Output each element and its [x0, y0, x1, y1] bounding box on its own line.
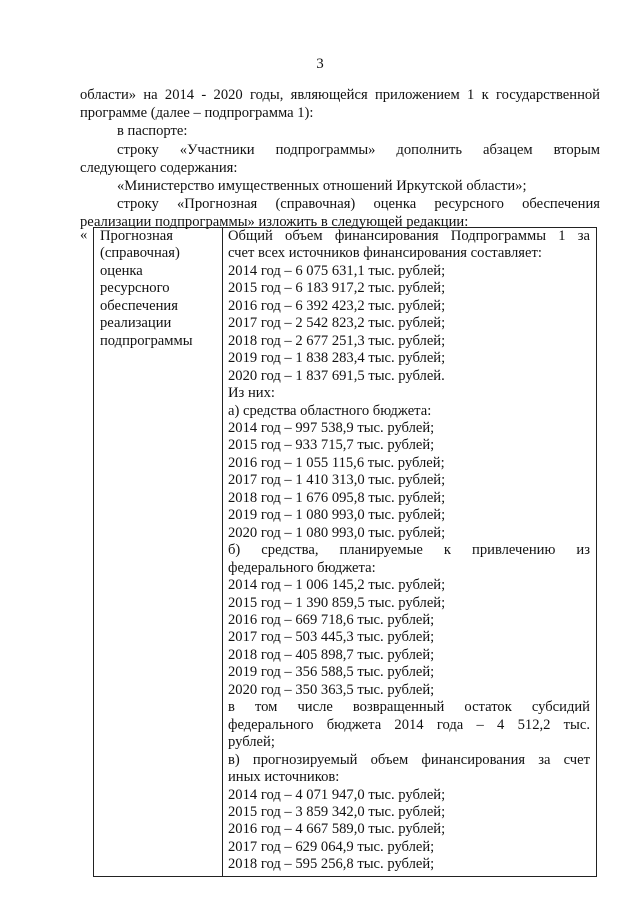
intro-line: следующего содержания:: [80, 159, 238, 176]
total-year-line: 2019 год – 1 838 283,4 тыс. рублей;: [228, 350, 446, 367]
total-year-line: 2018 год – 2 677 251,3 тыс. рублей;: [228, 332, 446, 349]
row-title-line: (справочная): [100, 245, 180, 262]
returned-subsidy-text: в том числе возвращенный остаток субсидий: [228, 699, 590, 716]
returned-subsidy-text: федерального бюджета 2014 года – 4 512,2 тыс.: [228, 716, 590, 733]
intro-text: [80, 86, 600, 232]
regional-budget-heading: а) средства областного бюджета:: [228, 402, 432, 419]
other-year-line: 2018 год – 595 256,8 тыс. рублей;: [228, 856, 435, 873]
other-year-line: 2014 год – 4 071 947,0 тыс. рублей;: [228, 786, 446, 803]
row-title-line: ресурсного: [100, 280, 170, 297]
total-year-line: 2016 год – 6 392 423,2 тыс. рублей;: [228, 297, 446, 314]
federal-year-line: 2019 год – 356 588,5 тыс. рублей;: [228, 664, 435, 681]
row-title-line: оценка: [100, 262, 143, 279]
of-them-label: Из них:: [228, 385, 275, 402]
intro-line: реализации подпрограммы» изложить в следующей редакции:: [80, 214, 469, 231]
federal-budget-heading: федерального бюджета:: [228, 559, 376, 576]
intro-line: «Министерство имущественных отношений Иркутской области»;: [117, 178, 527, 195]
other-sources-heading: в) прогнозируемый объем финансирования за счет: [228, 751, 590, 768]
other-year-line: 2015 год – 3 859 342,0 тыс. рублей;: [228, 803, 446, 820]
returned-subsidy-text: рублей;: [228, 734, 275, 751]
row-title-line: Прогнозная: [100, 228, 173, 244]
opening-quote-mark: «: [80, 227, 88, 243]
federal-year-line: 2020 год – 350 363,5 тыс. рублей;: [228, 681, 435, 698]
federal-year-line: 2017 год – 503 445,3 тыс. рублей;: [228, 629, 435, 646]
federal-year-line: 2015 год – 1 390 859,5 тыс. рублей;: [228, 594, 446, 611]
row-title-line: подпрограммы: [100, 332, 193, 349]
regional-year-line: 2019 год – 1 080 993,0 тыс. рублей;: [228, 507, 446, 524]
federal-budget-heading: б) средства, планируемые к привлечению из: [228, 542, 590, 559]
row-title-line: обеспечения: [100, 297, 178, 314]
intro-line: строку «Участники подпрограммы» дополнить абзацем вторым: [117, 141, 600, 158]
total-year-line: 2017 год – 2 542 823,2 тыс. рублей;: [228, 315, 446, 332]
other-year-line: 2017 год – 629 064,9 тыс. рублей;: [228, 838, 435, 855]
total-funding-text: Общий объем финансирования Подпрограммы 1 за: [228, 228, 590, 244]
row-title-cell: [94, 228, 223, 877]
regional-year-line: 2016 год – 1 055 115,6 тыс. рублей;: [228, 454, 445, 471]
regional-year-line: 2018 год – 1 676 095,8 тыс. рублей;: [228, 489, 446, 506]
intro-line: строку «Прогнозная (справочная) оценка ресурсного обеспечения: [117, 196, 600, 213]
passport-table: [93, 227, 597, 877]
table-row: [94, 228, 597, 877]
row-title-line: реализации: [100, 315, 172, 332]
total-year-line: 2014 год – 6 075 631,1 тыс. рублей;: [228, 262, 446, 279]
regional-year-line: 2017 год – 1 410 313,0 тыс. рублей;: [228, 472, 446, 489]
total-year-line: 2015 год – 6 183 917,2 тыс. рублей;: [228, 280, 446, 297]
regional-year-line: 2014 год – 997 538,9 тыс. рублей;: [228, 419, 435, 436]
total-funding-text: счет всех источников финансирования составляет:: [228, 245, 542, 262]
regional-year-line: 2015 год – 933 715,7 тыс. рублей;: [228, 437, 435, 454]
federal-year-line: 2016 год – 669 718,6 тыс. рублей;: [228, 611, 435, 628]
intro-line: в паспорте:: [117, 123, 188, 140]
row-content-cell: [223, 228, 597, 877]
other-sources-heading: иных источников:: [228, 769, 340, 786]
intro-line: программе (далее – подпрограмма 1):: [80, 105, 314, 122]
regional-year-line: 2020 год – 1 080 993,0 тыс. рублей;: [228, 524, 446, 541]
total-year-line: 2020 год – 1 837 691,5 тыс. рублей.: [228, 367, 445, 384]
federal-year-line: 2018 год – 405 898,7 тыс. рублей;: [228, 646, 435, 663]
federal-year-line: 2014 год – 1 006 145,2 тыс. рублей;: [228, 577, 446, 594]
other-year-line: 2016 год – 4 667 589,0 тыс. рублей;: [228, 821, 446, 838]
intro-line: области» на 2014 - 2020 годы, являющейся приложением 1 к государственной: [80, 87, 600, 103]
page-number: 3: [316, 56, 324, 72]
